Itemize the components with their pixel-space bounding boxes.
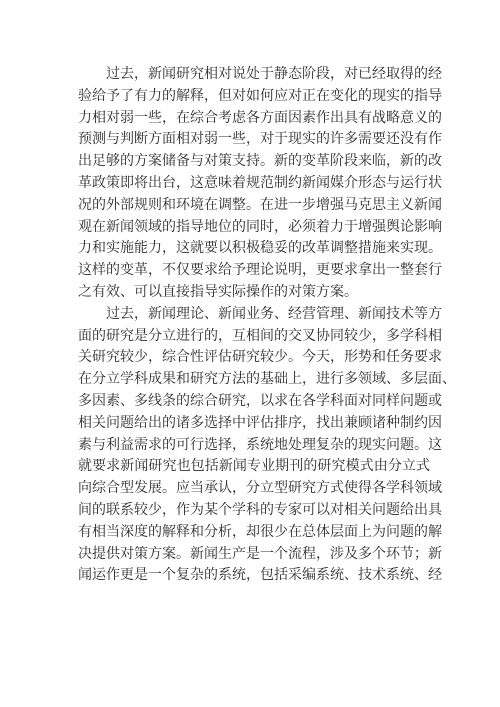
text-line: 素与利益需求的可行选择，系统地处理复杂的现实问题。这 [78, 436, 442, 453]
text-line: 之有效、可以直接指导实际操作的对策方案。 [78, 283, 358, 300]
text-line: 过去，新闻理论、新闻业务、经营管理、新闻技术等方 [106, 305, 442, 322]
text-line: 决提供对策方案。新闻生产是一个流程，涉及多个环节；新 [78, 545, 442, 562]
text-line: 这样的变革，不仅要求给予理论说明，更要求拿出一整套行 [78, 262, 442, 279]
text-line: 力相对弱一些，在综合考虑各方面因素作出具有战略意义的 [78, 109, 442, 126]
text-line: 在分立学科成果和研究方法的基础上，进行多领域、多层面、 [78, 371, 456, 388]
paragraph-2 [78, 304, 456, 587]
text-line: 况的外部规则和环境在调整。在进一步增强马克思主义新闻 [78, 196, 442, 213]
text-line: 观在新闻领域的指导地位的同时，必须着力于增强舆论影响 [78, 218, 442, 235]
paragraph-1 [78, 64, 442, 304]
text-line: 向综合型发展。应当承认，分立型研究方式使得各学科领域 [78, 480, 442, 497]
text-line: 出足够的方案储备与对策支持。新的变革阶段来临，新的改 [78, 153, 442, 170]
text-line: 面的研究是分立进行的，互相间的交叉协同较少，多学科相 [78, 327, 442, 344]
text-line: 力和实施能力，这就要以积极稳妥的改革调整措施来实现。 [78, 240, 442, 257]
text-line: 有相当深度的解释和分析，却很少在总体层面上为问题的解 [78, 523, 442, 540]
document-body [78, 64, 456, 587]
text-line: 闻运作更是一个复杂的系统，包括采编系统、技术系统、经 [78, 567, 442, 584]
text-line: 验给予了有力的解释，但对如何应对正在变化的现实的指导 [78, 87, 442, 104]
text-line: 预测与判断方面相对弱一些，对于现实的许多需要还没有作 [78, 131, 442, 148]
text-line: 相关问题给出的诸多选择中评估排序，找出兼顾诸种制约因 [78, 414, 442, 431]
text-line: 关研究较少，综合性评估研究较少。今天，形势和任务要求 [78, 349, 442, 366]
text-line: 过去，新闻研究相对说处于静态阶段，对已经取得的经 [106, 66, 442, 82]
text-line: 间的联系较少，作为某个学科的专家可以对相关问题给出具 [78, 501, 442, 518]
text-line: 多因素、多线条的综合研究，以求在各学科面对同样问题或 [78, 392, 442, 409]
text-line: 革政策即将出台，这意味着规范制约新闻媒介形态与运行状 [78, 174, 442, 191]
text-line: 就要求新闻研究也包括新闻专业期刊的研究模式由分立式 [78, 458, 430, 475]
